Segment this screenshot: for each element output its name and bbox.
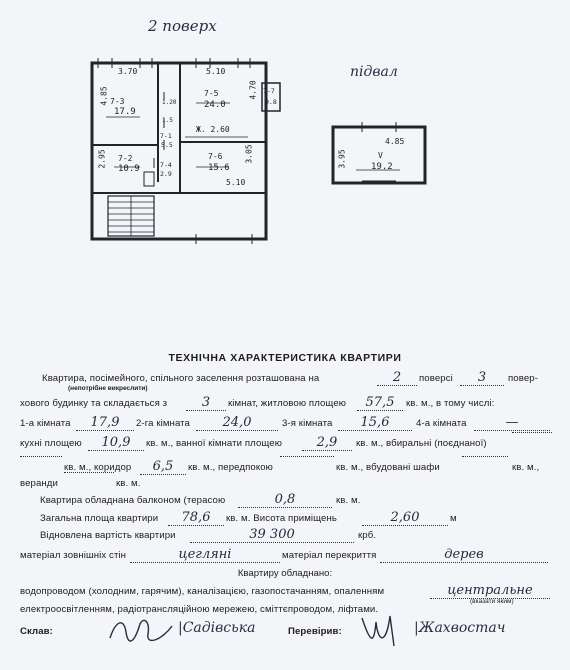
equipped-title: Квартиру обладнано: [237, 568, 333, 579]
basement-room-number: V [378, 151, 383, 160]
total-area-label: Загальна площа квартири [40, 513, 159, 524]
dim-top-right: 5.10 [206, 67, 226, 76]
room4-label: 4-а кімната [416, 418, 467, 429]
room-7-5-number: 7-5 [204, 89, 219, 98]
line2-text-b: кімнат, житловою площею [228, 398, 347, 409]
utilities-text: водопроводом (холодним, гарячим), каналізацією, газопостачанням, опаленням [20, 586, 385, 597]
room-7-6-number: 7-6 [208, 152, 223, 161]
floor-title: 2 поверх [148, 17, 217, 35]
room-7-5-area: 24.0 [204, 100, 226, 110]
heading: ТЕХНІЧНА ХАРАКТЕРИСТИКА КВАРТИРИ [168, 352, 402, 364]
heating-field: центральне [430, 580, 550, 599]
line2-text-c: кв. м., в тому числі: [406, 398, 495, 409]
toilet-field [512, 432, 552, 433]
strike-note: (непотрібне викреслити) [68, 385, 148, 392]
walls-label: матеріал зовнішніх стін [20, 550, 127, 561]
dim-right-upper: 4.70 [248, 80, 258, 100]
dim-corridor: Ж. 2.60 [196, 125, 230, 134]
balcony-field: 0,8 [238, 489, 332, 508]
toilet-label: кв. м., вбиральні (поєднаної) [356, 438, 487, 449]
hall-field [280, 456, 334, 457]
line1-text-b: поверсі [419, 373, 453, 384]
dim-left-upper: 4.85 [99, 86, 109, 106]
line5-end: кв. м., [512, 462, 540, 473]
line1-text-a: Квартира, посімейного, спільного заселення розташована на [42, 373, 320, 384]
room-7-3-area: 17.9 [114, 107, 136, 117]
dim-left-lower: 2.95 [97, 149, 107, 169]
bathroom-field: 2,9 [302, 432, 352, 451]
room2-label: 2-га кімната [136, 418, 190, 429]
room1-label: 1-а кімната [20, 418, 71, 429]
balcony-label: Квартира обладнана балконом (терасою [40, 495, 226, 506]
room-7-2-number: 7-2 [118, 154, 133, 163]
rooms-count-field: 3 [186, 392, 226, 411]
closets-field [462, 456, 508, 457]
walls-field: цегляні [130, 544, 280, 563]
room-7-7-number: 7-7 [263, 87, 275, 95]
room3-label: 3-я кімната [282, 418, 333, 429]
room4-field: — [474, 412, 550, 431]
room-7-4-area: 2.9 [160, 170, 172, 178]
hall-label: кв. м., передпокою [188, 462, 273, 473]
dim-basement-side: 3.95 [337, 149, 347, 169]
dim-bottom: 5.10 [226, 178, 246, 187]
composer-signature [106, 614, 176, 648]
veranda-field [64, 472, 114, 473]
corridor-label: кв. м., коридор [64, 462, 132, 473]
dim-marker-2: 1.5 [162, 117, 173, 124]
cost-field: 39 300 [190, 524, 354, 543]
living-area-field: 57,5 [357, 392, 403, 411]
checked-name: |Жахвостач [414, 620, 506, 636]
cost-unit: крб. [358, 530, 377, 541]
balcony-unit: кв. м. [336, 495, 361, 506]
veranda-label: веранди [20, 478, 58, 489]
dim-marker-1: 1.20 [162, 99, 177, 106]
checker-signature [356, 612, 406, 650]
height-label: кв. м. Висота приміщень [226, 513, 337, 524]
composed-label: Склав: [20, 626, 53, 637]
room-7-2-area: 10.9 [118, 164, 140, 174]
room-7-6-area: 15.6 [208, 163, 230, 173]
closets-label: кв. м., вбудовані шафи [336, 462, 440, 473]
ceilings-field: дерев [380, 544, 548, 563]
room-7-1-area: 5.5 [161, 141, 173, 149]
height-unit: м [450, 513, 457, 524]
dim-top-left: 3.70 [118, 67, 138, 76]
height-field: 2,60 [362, 507, 448, 526]
bathroom-label: кв. м., ванної кімнати площею [146, 438, 283, 449]
room1-field: 17,9 [76, 412, 134, 431]
electrical-text: електроосвітленням, радіотрансляційною мережею, сміттєпроводом, ліфтами. [20, 604, 379, 615]
room3-field: 15,6 [338, 412, 412, 431]
cost-label: Відновлена вартість квартири [40, 530, 176, 541]
room-7-1-number: 7-1 [160, 132, 172, 140]
basement-title: підвал [350, 64, 398, 80]
total-area-field: 78,6 [168, 507, 224, 526]
floor-field: 2 [377, 367, 417, 386]
kitchen-field: 10,9 [88, 432, 144, 451]
veranda-unit: кв. м. [116, 478, 141, 489]
line2-text-a: хового будинку та складається з [20, 398, 168, 409]
storeys-field: 3 [460, 367, 504, 386]
dim-right-lower: 3.05 [244, 144, 254, 164]
room-7-3-number: 7-3 [110, 97, 125, 106]
ceilings-label: матеріал перекриття [282, 550, 377, 561]
line5-lead-field [20, 456, 62, 457]
kitchen-label: кухні площею [20, 438, 82, 449]
basement-room-area: 19.2 [371, 162, 393, 172]
room2-field: 24,0 [196, 412, 278, 431]
composed-name: |Садівська [178, 620, 256, 636]
corridor-field: 6,5 [140, 456, 186, 475]
checked-label: Перевірив: [288, 626, 342, 637]
room-7-7-area: 0.8 [265, 98, 277, 106]
room-7-4-number: 7-4 [160, 161, 172, 169]
dim-basement-top: 4.85 [385, 137, 405, 146]
line1-text-c: повер- [508, 373, 538, 384]
heating-note: (вказати яким) [470, 598, 514, 605]
